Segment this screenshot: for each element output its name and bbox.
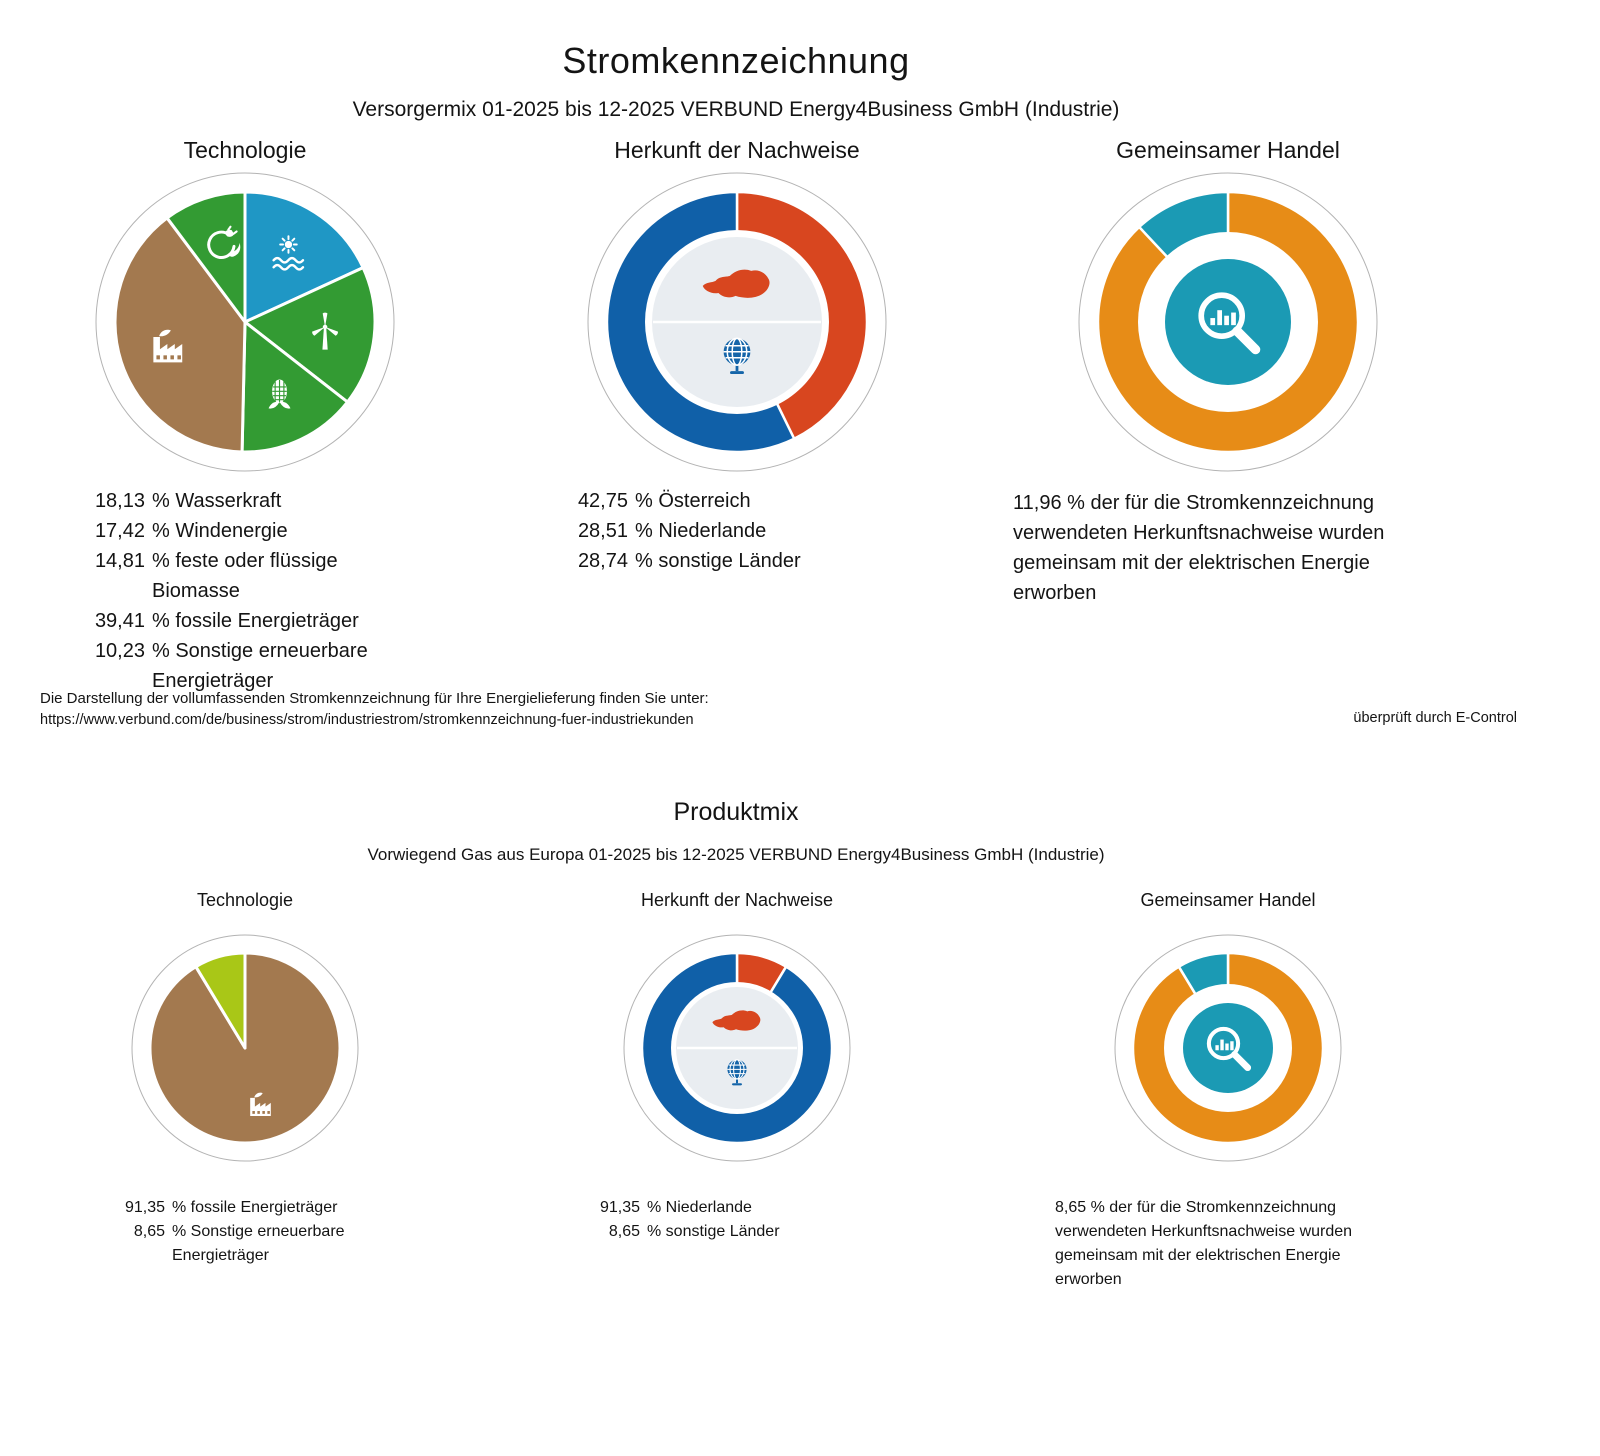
section2-title: Produktmix [673, 798, 799, 826]
legend-label: % Österreich [635, 490, 751, 512]
chart-title-produktmix-technologie: Technologie [196, 890, 294, 910]
produktmix-herkunft-svg [623, 934, 851, 1162]
legend-percent: 39,41 [94, 610, 145, 632]
legend-label: % Sonstige erneuerbare Energieträger [172, 1223, 345, 1264]
produktmix-gemeinsamer-handel-svg [1114, 934, 1342, 1162]
legend-item-windenergie [93, 516, 407, 546]
versorgermix-technologie-svg [95, 172, 395, 472]
legend-percent: 17,42 [94, 520, 145, 542]
chart-title-versorgermix-herkunft: Herkunft der Nachweise [614, 137, 860, 163]
produktmix-technologie-chart [131, 934, 359, 1167]
legend-percent: 8,65 [133, 1223, 165, 1240]
legend-item-feste-oder-flüssige-biomasse [93, 546, 407, 606]
legend-item-fossile-energieträger [121, 1196, 372, 1220]
legend-label: % fossile Energieträger [152, 610, 359, 632]
legend-item-niederlande [576, 516, 801, 546]
versorgermix-herkunft-chart [587, 172, 887, 477]
legend-item-wasserkraft [93, 486, 407, 516]
legend-label: % fossile Energieträger [172, 1199, 338, 1216]
legend-label: % feste oder flüssige Biomasse [152, 550, 338, 602]
legend-percent: 14,81 [94, 550, 145, 572]
versorgermix-technologie-chart [95, 172, 395, 477]
legend-label: % sonstige Länder [647, 1223, 780, 1240]
legend-percent: 10,23 [94, 640, 145, 662]
legend-percent: 28,51 [577, 520, 628, 542]
verified-by-label: überprüft durch E-Control [1353, 710, 1517, 726]
versorgermix-herkunft-legend [576, 486, 801, 576]
page-title: Stromkennzeichnung [562, 40, 910, 81]
produktmix-handel-chart [1114, 934, 1342, 1167]
legend-item-sonstige-länder [576, 546, 801, 576]
legend-percent: 8,65 [608, 1223, 640, 1240]
footer-url: https://www.verbund.com/de/business/strom/industriestrom/stromkennzeichnung-fuer-industriekunden [40, 712, 694, 728]
versorgermix-handel-note: 11,96 % der für die Stromkennzeichnung verwendeten Herkunftsnachweise wurden gemeinsam mit der elektrischen Energie erworben [1013, 492, 1385, 604]
produktmix-herkunft-chart [623, 934, 851, 1167]
legend-item-niederlande [596, 1196, 780, 1220]
page-subtitle: Versorgermix 01-2025 bis 12-2025 VERBUND Energy4Business GmbH (Industrie) [352, 98, 1120, 121]
produktmix-handel-note: 8,65 % der für die Stromkennzeichnung verwendeten Herkunftsnachweise wurden gemeinsam mit der elektrischen Energie erworben [1055, 1199, 1353, 1288]
legend-item-sonstige-länder [596, 1220, 780, 1244]
footer-note: Die Darstellung der vollumfassenden Stromkennzeichnung für Ihre Energielieferung finden Sie unter: [40, 690, 709, 707]
versorgermix-gemeinsamer-handel-svg [1078, 172, 1378, 472]
legend-percent: 91,35 [124, 1199, 165, 1216]
chart-title-versorgermix-handel: Gemeinsamer Handel [1116, 137, 1340, 163]
chart-title-versorgermix-technologie: Technologie [183, 137, 307, 163]
produktmix-technologie-svg [131, 934, 359, 1162]
legend-item-österreich [576, 486, 801, 516]
legend-label: % Niederlande [635, 520, 767, 542]
legend-label: % sonstige Länder [635, 550, 801, 572]
legend-label: % Niederlande [647, 1199, 752, 1216]
legend-label: % Windenergie [152, 520, 288, 542]
chart-title-produktmix-herkunft: Herkunft der Nachweise [640, 890, 834, 910]
legend-item-sonstige-erneuerbare-energieträger [93, 636, 407, 696]
legend-percent: 18,13 [94, 490, 145, 512]
versorgermix-technologie-legend [93, 486, 407, 696]
legend-percent: 91,35 [599, 1199, 640, 1216]
versorgermix-herkunft-svg [587, 172, 887, 472]
legend-label: % Sonstige erneuerbare Energieträger [152, 640, 368, 692]
versorgermix-handel-chart [1078, 172, 1378, 477]
chart-title-produktmix-handel: Gemeinsamer Handel [1140, 890, 1316, 910]
section2-subtitle: Vorwiegend Gas aus Europa 01-2025 bis 12-2025 VERBUND Energy4Business GmbH (Industrie) [367, 845, 1105, 864]
legend-percent: 28,74 [577, 550, 628, 572]
produktmix-technologie-legend [121, 1196, 372, 1268]
legend-item-fossile-energieträger [93, 606, 407, 636]
legend-label: % Wasserkraft [152, 490, 282, 512]
legend-item-sonstige-erneuerbare-energieträger [121, 1220, 372, 1268]
produktmix-herkunft-legend [596, 1196, 780, 1244]
legend-percent: 42,75 [577, 490, 628, 512]
